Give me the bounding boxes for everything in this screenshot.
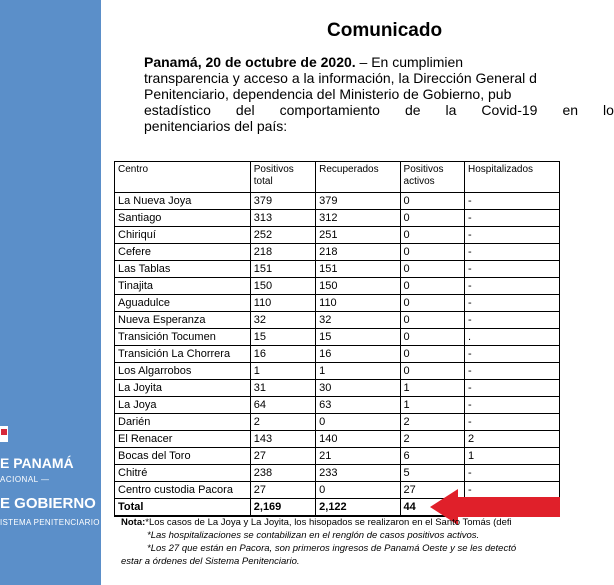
table-cell: 0 — [400, 210, 464, 227]
table-cell: 143 — [250, 431, 315, 448]
table-cell: Transición La Chorrera — [115, 346, 251, 363]
table-cell: 1 — [465, 448, 560, 465]
table-cell: 0 — [316, 414, 400, 431]
para-line-1-rest: – En cumplimien — [359, 54, 464, 70]
para-line-3: Penitenciario, dependencia del Ministerio de Gobierno, pub — [144, 86, 512, 102]
table-cell: 2 — [465, 431, 560, 448]
table-cell: - — [465, 414, 560, 431]
table-cell: 0 — [400, 193, 464, 210]
table-cell: - — [465, 193, 560, 210]
table-cell: 0 — [400, 363, 464, 380]
table-cell: 313 — [250, 210, 315, 227]
table-cell: El Renacer — [115, 431, 251, 448]
table-cell: 2 — [250, 414, 315, 431]
sidebar-line-3: E GOBIERNO — [0, 495, 96, 512]
total-cell: 44 — [400, 499, 464, 517]
table-cell: 110 — [250, 295, 315, 312]
para-word: lo — [603, 102, 614, 118]
table-cell: 0 — [400, 295, 464, 312]
table-cell: 32 — [316, 312, 400, 329]
table-cell: 0 — [400, 329, 464, 346]
table-row — [115, 295, 560, 312]
table-cell: 150 — [250, 278, 315, 295]
table-row — [115, 210, 560, 227]
date-lead: Panamá, 20 de octubre de 2020. — [144, 54, 356, 70]
note-label: Nota: — [121, 517, 146, 528]
table-cell: La Joyita — [115, 380, 251, 397]
para-line-4 — [144, 102, 614, 118]
col-header: Centro — [115, 162, 251, 193]
table-cell: 233 — [316, 465, 400, 482]
table-cell: 0 — [400, 261, 464, 278]
table-cell: 252 — [250, 227, 315, 244]
table-cell: Las Tablas — [115, 261, 251, 278]
table-cell: 151 — [250, 261, 315, 278]
table-cell: 32 — [250, 312, 315, 329]
table-cell: 1 — [316, 363, 400, 380]
para-line-1 — [144, 54, 614, 70]
table-cell: 27 — [250, 448, 315, 465]
note-line-1 — [121, 516, 516, 529]
table-cell: - — [465, 278, 560, 295]
table-cell: - — [465, 482, 560, 499]
table-cell: 1 — [250, 363, 315, 380]
table-row — [115, 278, 560, 295]
table-cell: - — [465, 227, 560, 244]
table-cell: 0 — [400, 278, 464, 295]
table-cell: 15 — [250, 329, 315, 346]
table-cell: Darién — [115, 414, 251, 431]
table-row — [115, 346, 560, 363]
table-cell: - — [465, 210, 560, 227]
table-cell: 0 — [400, 244, 464, 261]
table-cell: Santiago — [115, 210, 251, 227]
table-cell: La Joya — [115, 397, 251, 414]
para-line-2: transparencia y acceso a la información, la Dirección General d — [144, 70, 537, 86]
table-cell: 218 — [316, 244, 400, 261]
para-word: de — [404, 102, 421, 118]
table-cell: 21 — [316, 448, 400, 465]
table-cell: 64 — [250, 397, 315, 414]
sidebar-line-2: ACIONAL — — [0, 475, 50, 484]
table-cell: - — [465, 261, 560, 278]
table-cell: Los Algarrobos — [115, 363, 251, 380]
table-row — [115, 244, 560, 261]
note-line-2: *Las hospitalizaciones se contabilizan en el renglón de casos positivos activos. — [147, 530, 480, 541]
table-cell: 16 — [250, 346, 315, 363]
table-cell: 0 — [400, 227, 464, 244]
table-row — [115, 448, 560, 465]
table-row — [115, 363, 560, 380]
table-cell: . — [465, 329, 560, 346]
table-cell: - — [465, 244, 560, 261]
panama-flag-icon — [0, 426, 8, 442]
table-row — [115, 414, 560, 431]
table-cell: 63 — [316, 397, 400, 414]
note-text-1: *Los casos de La Joya y La Joyita, los hisopados se realizaron en el Santo Tomás (defi — [145, 517, 512, 528]
table-cell: 0 — [400, 346, 464, 363]
table-cell: Chitré — [115, 465, 251, 482]
notes — [121, 516, 516, 568]
table-cell: - — [465, 397, 560, 414]
para-word: en — [562, 102, 579, 118]
para-word: comportamiento — [279, 102, 380, 118]
table-row — [115, 465, 560, 482]
covid-table — [114, 161, 560, 517]
table-cell: 30 — [316, 380, 400, 397]
table-cell: 6 — [400, 448, 464, 465]
table-cell: 5 — [400, 465, 464, 482]
intro-paragraph — [144, 54, 614, 134]
table-cell: 150 — [316, 278, 400, 295]
col-header: Positivos activos — [400, 162, 464, 193]
table-cell: 15 — [316, 329, 400, 346]
table-row — [115, 261, 560, 278]
para-word: Covid-19 — [481, 102, 538, 118]
page-title: Comunicado — [327, 20, 443, 41]
table-cell: Tinajita — [115, 278, 251, 295]
table-cell: La Nueva Joya — [115, 193, 251, 210]
table-row — [115, 227, 560, 244]
total-cell: Total — [115, 499, 251, 517]
table-cell: Transición Tocumen — [115, 329, 251, 346]
table-cell: 312 — [316, 210, 400, 227]
note-line-3: *Los 27 que están en Pacora, son primeros ingresos de Panamá Oeste y se les detectó — [147, 543, 517, 554]
table-cell: 110 — [316, 295, 400, 312]
table-cell: - — [465, 295, 560, 312]
table-cell: 238 — [250, 465, 315, 482]
table-cell: 0 — [316, 482, 400, 499]
table-cell: - — [465, 312, 560, 329]
table-cell: 2 — [400, 431, 464, 448]
table-cell: 379 — [316, 193, 400, 210]
col-header: Recuperados — [316, 162, 400, 193]
table-cell: Nueva Esperanza — [115, 312, 251, 329]
table-cell: 1 — [400, 380, 464, 397]
table-body — [115, 193, 560, 517]
table-cell: 379 — [250, 193, 315, 210]
table-cell: 151 — [316, 261, 400, 278]
table-cell: 218 — [250, 244, 315, 261]
para-word: la — [445, 102, 457, 118]
table-cell: 2 — [400, 414, 464, 431]
sidebar-banner — [0, 0, 101, 585]
table-cell: - — [465, 465, 560, 482]
table-cell: Bocas del Toro — [115, 448, 251, 465]
sidebar-line-4: ISTEMA PENITENCIARIO — [0, 518, 100, 527]
table-cell: 16 — [316, 346, 400, 363]
col-header: Positivos total — [250, 162, 315, 193]
table-row — [115, 397, 560, 414]
table-header-row — [115, 162, 560, 193]
table-row — [115, 312, 560, 329]
table-cell: - — [465, 346, 560, 363]
table-cell: 140 — [316, 431, 400, 448]
para-word: del — [235, 102, 255, 118]
para-word: estadístico — [144, 102, 211, 118]
table-cell: 0 — [400, 312, 464, 329]
table-row — [115, 431, 560, 448]
sidebar-line-1: E PANAMÁ — [0, 455, 74, 471]
table-cell: 1 — [400, 397, 464, 414]
table-cell: 27 — [250, 482, 315, 499]
table-row — [115, 380, 560, 397]
table-cell: - — [465, 380, 560, 397]
table-cell: 251 — [316, 227, 400, 244]
total-cell: 2,122 — [316, 499, 400, 517]
table-row — [115, 193, 560, 210]
table-cell: Cefere — [115, 244, 251, 261]
col-header: Hospitalizados — [465, 162, 560, 193]
table-cell: - — [465, 363, 560, 380]
table-cell: 31 — [250, 380, 315, 397]
para-line-5: penitenciarios del país: — [144, 118, 288, 134]
table-cell: Chiriquí — [115, 227, 251, 244]
note-line-4: estar a órdenes del Sistema Penitenciario. — [121, 556, 300, 567]
table-row — [115, 329, 560, 346]
total-cell: 2,169 — [250, 499, 315, 517]
table-cell: Aguadulce — [115, 295, 251, 312]
table-cell: Centro custodia Pacora — [115, 482, 251, 499]
table-cell: 27 — [400, 482, 464, 499]
